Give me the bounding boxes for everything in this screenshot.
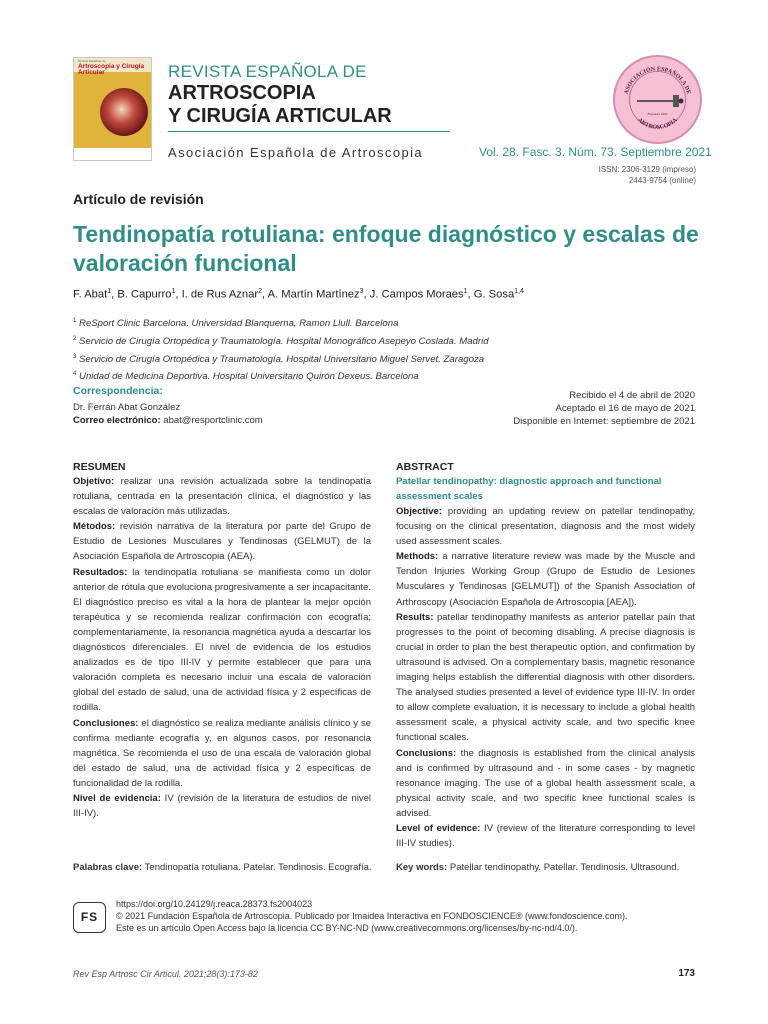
license-notice: Este es un artículo Open Access bajo la licencia CC BY-NC-ND (www.creativecommons.org/licenses/by-nc-nd/4.0/). — [116, 923, 578, 933]
affiliations — [73, 314, 713, 385]
cover-line2: Artroscopia y Cirugía Articular — [78, 63, 145, 76]
author: G. Sosa — [473, 288, 515, 301]
fondoscience-logo: FS — [73, 902, 106, 933]
header-divider — [168, 131, 450, 132]
keywords-en: Key words: Patellar tendinopathy. Patellar. Tendinosis. Ultrasound. — [396, 862, 680, 873]
issn-print: ISSN: 2306-3129 (impreso) — [598, 165, 696, 174]
date-received: Recibido el 4 de abril de 2020 — [569, 390, 695, 401]
correspondence-email: Correo electrónico: abat@resportclinic.com — [73, 415, 263, 426]
svg-text:ASOCIACIÓN ESPAÑOLA DE — [624, 65, 691, 95]
resumen-paragraph: Métodos: revisión narrativa de la literatura por parte del Grupo de Estudio de Lesiones Musculares y Tendinosas (GELMUT) de la Asociación Española de Artroscopia (AEA). — [73, 521, 371, 563]
author-affiliation-mark: 1 — [171, 288, 176, 295]
cover-footer — [74, 148, 151, 160]
author-list: F. Abat$^1$, B. Capurro$^1$, I. de Rus Aznar$^2$, A. Martín Martínez$^3$, J. Campos Moraes$^1$, G. Sosa$^{1,4}$ — [73, 288, 524, 301]
journal-cover-thumbnail — [73, 57, 152, 161]
affiliation-item: $^4$ Unidad de Medicina Deportiva. Hospital Universitario Quirón Dexeus. Barcelona — [73, 371, 419, 383]
volume-info: Vol. 28. Fasc. 3. Núm. 73. Septiembre 2021 — [479, 145, 712, 159]
email-link[interactable]: abat@resportclinic.com — [160, 415, 263, 426]
date-accepted: Aceptado el 16 de mayo de 2021 — [555, 403, 695, 414]
seal-text-bottom: ARTROSCOPIA — [636, 117, 679, 131]
author-affiliation-mark: 1 — [463, 288, 468, 295]
running-footer: Rev Esp Artrosc Cir Articul. 2021;28(3):173-82 — [73, 969, 258, 979]
affiliation-item: $^1$ ReSport Clinic Barcelona. Universidad Blanquerna, Ramon Llull. Barcelona — [73, 318, 399, 330]
affiliation-item: $^2$ Servicio de Cirugía Ortopédica y Traumatología. Hospital Monográfico Asepeyo Coslada. Madrid — [73, 335, 489, 347]
page-number: 173 — [678, 968, 695, 979]
abstract-subtitle: Patellar tendinopathy: diagnostic approach and functional assessment scales — [396, 476, 662, 502]
correspondence-name: Dr. Ferrán Abat González — [73, 402, 181, 413]
article-dates — [450, 389, 695, 428]
date-online: Disponible en Internet: septiembre de 2021 — [513, 416, 695, 427]
seal-founded: Fundada 1992 — [647, 112, 668, 116]
issn-online: 2443-9754 (online) — [628, 176, 696, 185]
abstract-paragraph: Methods: a narrative literature review was made by the Muscle and Tendon Injuries Working Group (Grupo de Estudio de Lesiones Musculares y Tendinosas [GELMUT]) of the Spanish Association of Arthroscopy (Asociación Española de Artroscopia [AEA]). — [396, 551, 695, 608]
resumen-paragraph: Objetivo: realizar una revisión actualizada sobre la tendinopatía rotuliana, centrada en la presentación clínica, el diagnóstico y las escalas de valoración más utilizadas. — [73, 476, 371, 518]
author-affiliation-mark: 3 — [359, 288, 364, 295]
resumen-paragraph: Resultados: la tendinopatía rotuliana se manifiesta como un dolor anterior de rótula que evoluciona progresivamente a ser incapacitante. El diagnóstico preciso es vital a la hora de plantear la mejor opción terapéutica y se recomienda realizar confirmación con ecografía; complementariamente, la resonancia magnética ayuda a descartar los diagnósticos diferenciales. El nivel de evidencia de los estudios analizados es de tipo III-IV y permite establecer que para una valoración completa es necesario incluir una escala de valoración global del estado de salud, una de actividad física y 2 específicas de rodilla. — [73, 566, 371, 714]
resumen-heading: RESUMEN — [73, 461, 126, 473]
abstract-paragraph: Conclusions: the diagnosis is established from the clinical analysis and is confirmed by ultrasound and - in some cases - by magnetic resonance imaging. The use of a global health assessment scale, a physical activity scale, and two specific knee functional scales is advised. — [396, 747, 695, 819]
author: I. de Rus Aznar — [181, 288, 259, 301]
abstract-column — [396, 461, 695, 851]
cover-line1: Revista Española de — [78, 59, 106, 63]
author-affiliation-mark: 1 — [107, 288, 112, 295]
resumen-column — [73, 461, 371, 821]
author: A. Martín Martínez — [267, 288, 360, 301]
affiliation-item: $^3$ Servicio de Cirugía Ortopédica y Traumatología. Hospital Universitario Miguel Servet. Zaragoza — [73, 353, 485, 365]
seal-graphic — [615, 57, 700, 142]
copyright-notice: © 2021 Fundación Española de Artroscopia. Publicado por Imaidea Interactiva en FONDOSCIENCE® (www.fondoscience.com). — [116, 911, 628, 921]
association-seal-logo — [613, 55, 702, 144]
keywords-es: Palabras clave: Tendinopatía rotuliana. Patelar. Tendinosis. Ecografía. — [73, 862, 372, 873]
correspondence-heading: Correspondencia: — [73, 385, 163, 397]
resumen-paragraph: Nivel de evidencia: IV (revisión de la literatura de estudios de nivel III-IV). — [73, 792, 371, 820]
journal-name-line1: REVISTA ESPAÑOLA DE — [168, 62, 367, 81]
author: F. Abat — [73, 288, 108, 301]
article-type: Artículo de revisión — [73, 191, 204, 207]
svg-text:ARTROSCOPIA — [636, 117, 679, 131]
article-title: Tendinopatía rotuliana: enfoque diagnóstico y escalas de valoración funcional — [73, 221, 699, 276]
author: B. Capurro — [117, 288, 172, 301]
abstract-paragraph: Results: patellar tendinopathy manifests as anterior patellar pain that progresses to the point of becoming disabling. A precise diagnosis is crucial in order to plan the best therapeutic option, and confirmation by ultrasound is advised. On a complementary basis, magnetic resonance imaging helps establish the differential diagnosis with other disorders. The analysed studies presented a level of evidence type III-IV. In order to allow complete evaluation, it is necessary to include a global health assessment scale, a physical activity scale, and two specific knee functional scales. — [396, 611, 695, 744]
abstract-paragraph: Objective: providing an updating review on patellar tendinopathy, focusing on the clinical presentation, diagnosis and the most widely used assessment scales. — [396, 506, 695, 548]
journal-name-line2: ARTROSCOPIA — [168, 82, 316, 104]
resumen-paragraph: Conclusiones: el diagnóstico se realiza mediante análisis clínico y se confirma mediante ecografía y, en algunos casos, por resonancia magnética. Se recomienda el uso de una escala de valoración global del estado de salud, una de actividad física y 2 específicas de funcionalidad de la rodilla. — [73, 717, 371, 789]
author-affiliation-mark: 1,4 — [514, 288, 524, 295]
abstract-paragraph: Level of evidence: IV (review of the literature corresponding to level III-IV studies). — [396, 822, 695, 850]
author-affiliation-mark: 2 — [258, 288, 262, 295]
journal-name-line3: Y CIRUGÍA ARTICULAR — [168, 105, 392, 127]
author: J. Campos Moraes — [369, 288, 464, 301]
journal-name-main — [168, 82, 392, 128]
association-name: Asociación Española de Artroscopia — [168, 145, 424, 160]
cover-arthroscopy-image — [100, 88, 148, 136]
abstract-heading: ABSTRACT — [396, 461, 454, 473]
seal-text-top: ASOCIACIÓN ESPAÑOLA DE — [623, 66, 692, 96]
doi-link[interactable]: https://doi.org/10.24129/j.reaca.28373.fs2004023 — [116, 899, 313, 909]
